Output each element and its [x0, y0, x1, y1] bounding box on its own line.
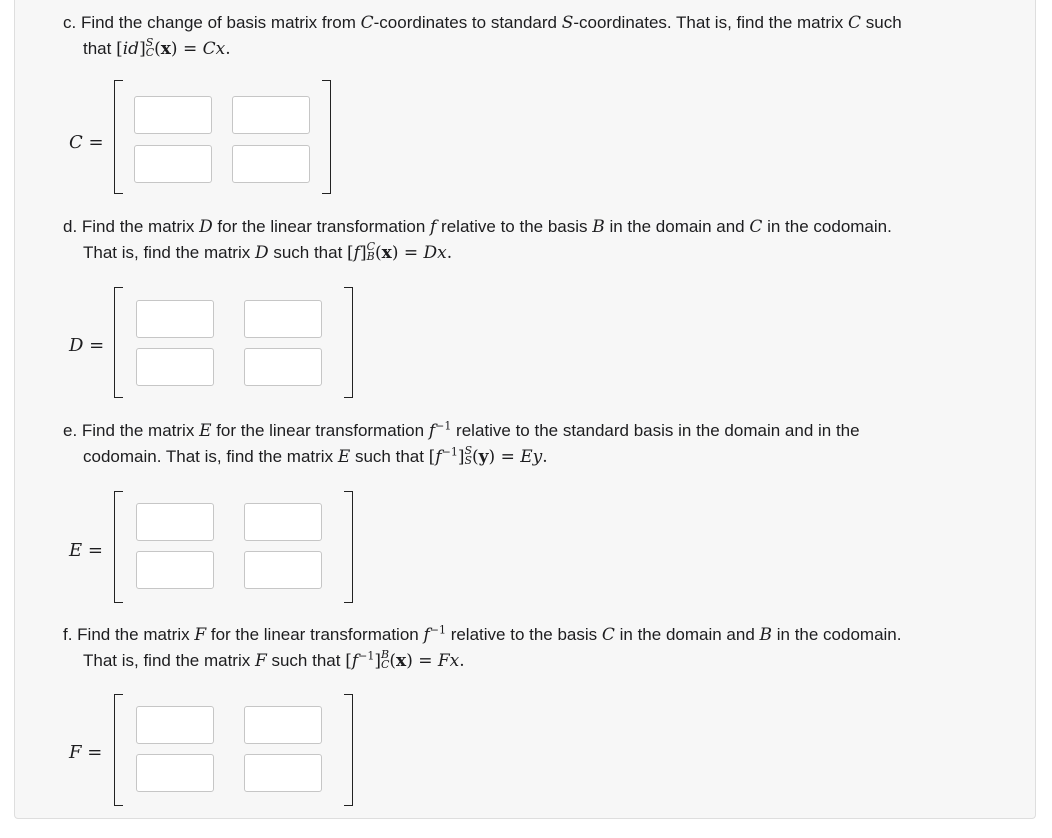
math-expression: $[f^{-1}]$ S S (y) = Ey.	[428, 444, 548, 467]
matrix-c-cell-1-1[interactable]	[134, 96, 212, 134]
question-d-text: in the domain and	[604, 217, 750, 236]
question-e	[63, 418, 860, 470]
math-matrix-name: F	[254, 651, 267, 671]
matrix-f-cell-1-2[interactable]	[244, 706, 322, 744]
question-d	[63, 214, 892, 266]
math-expression: [f] C B (x) = Dx.	[347, 240, 453, 263]
matrix-f-cell-1-1[interactable]	[136, 706, 214, 744]
matrix-d-right-bracket	[344, 287, 353, 398]
math-basis-b: B	[592, 217, 605, 237]
math-function-f-inverse: $f^{-1}$	[423, 623, 446, 645]
matrix-e-left-bracket	[114, 491, 123, 603]
matrix-c-label: C =	[69, 132, 104, 153]
matrix-e-cell-1-1[interactable]	[136, 503, 214, 541]
math-basis-c: C	[601, 625, 615, 645]
matrix-d-cell-2-1[interactable]	[136, 348, 214, 386]
matrix-f-right-bracket	[344, 694, 353, 806]
matrix-e-cell-2-1[interactable]	[136, 551, 214, 589]
matrix-f-label: F =	[69, 742, 103, 763]
math-expression: [id] S C (x) = Cx.	[116, 36, 231, 59]
question-e-text: relative to the standard basis in the domain and in the	[451, 421, 860, 440]
matrix-d-left-bracket	[114, 287, 123, 398]
math-matrix-name: D	[254, 243, 269, 263]
question-f-text: f. Find the matrix	[63, 625, 195, 644]
matrix-d-cell-1-1[interactable]	[136, 300, 214, 338]
matrix-c-cell-2-2[interactable]	[232, 145, 310, 183]
question-c-text: such	[861, 13, 902, 32]
matrix-d-label: D =	[69, 335, 105, 356]
math-basis-c: C	[360, 13, 374, 33]
question-c	[63, 10, 902, 62]
question-c-text: that	[83, 39, 117, 58]
question-f-text: in the domain and	[614, 625, 760, 644]
question-f-text: in the codomain.	[772, 625, 902, 644]
question-c-text: -coordinates. That is, find the matrix	[573, 13, 848, 32]
math-basis-b: B	[759, 625, 773, 645]
math-matrix-name: E	[199, 421, 212, 441]
matrix-e-label: E =	[69, 540, 103, 561]
question-e-text: such that	[350, 447, 429, 466]
question-d-text: That is, find the matrix	[83, 243, 255, 262]
matrix-c-cell-2-1[interactable]	[134, 145, 212, 183]
question-f-text: such that	[266, 651, 346, 670]
matrix-c-right-bracket	[322, 80, 331, 194]
math-basis-c: C	[749, 217, 763, 237]
question-c-text: -coordinates to standard	[373, 13, 562, 32]
matrix-c-left-bracket	[114, 80, 123, 194]
question-d-text: d. Find the matrix	[63, 217, 200, 236]
question-panel	[14, 0, 1036, 819]
math-expression: $[f^{-1}]$ B C (x) = Fx.	[345, 648, 465, 671]
question-e-text: e. Find the matrix	[63, 421, 200, 440]
matrix-d-cell-1-2[interactable]	[244, 300, 322, 338]
math-function-f: f	[430, 217, 437, 237]
question-c-text: c. Find the change of basis matrix from	[63, 13, 361, 32]
matrix-e-cell-1-2[interactable]	[244, 503, 322, 541]
question-e-text: for the linear transformation	[211, 421, 429, 440]
matrix-e-right-bracket	[344, 491, 353, 603]
question-f-text: for the linear transformation	[206, 625, 424, 644]
question-d-text: such that	[268, 243, 348, 262]
matrix-f-cell-2-1[interactable]	[136, 754, 214, 792]
matrix-d-cell-2-2[interactable]	[244, 348, 322, 386]
question-d-text: in the codomain.	[762, 217, 892, 236]
math-matrix-name: F	[194, 625, 207, 645]
math-matrix-name: D	[199, 217, 213, 237]
question-f	[63, 622, 901, 674]
question-d-text: relative to the basis	[436, 217, 593, 236]
math-basis-s: S	[561, 13, 574, 33]
math-function-f-inverse: $f^{-1}$	[428, 419, 452, 441]
matrix-e-cell-2-2[interactable]	[244, 551, 322, 589]
matrix-f-left-bracket	[114, 694, 123, 806]
matrix-f-cell-2-2[interactable]	[244, 754, 322, 792]
question-f-text: That is, find the matrix	[83, 651, 255, 670]
question-d-text: for the linear transformation	[212, 217, 431, 236]
question-f-text: relative to the basis	[445, 625, 602, 644]
matrix-c-cell-1-2[interactable]	[232, 96, 310, 134]
math-matrix-name: E	[337, 447, 351, 467]
question-e-text: codomain. That is, find the matrix	[83, 447, 338, 466]
math-matrix-name: C	[848, 13, 862, 33]
